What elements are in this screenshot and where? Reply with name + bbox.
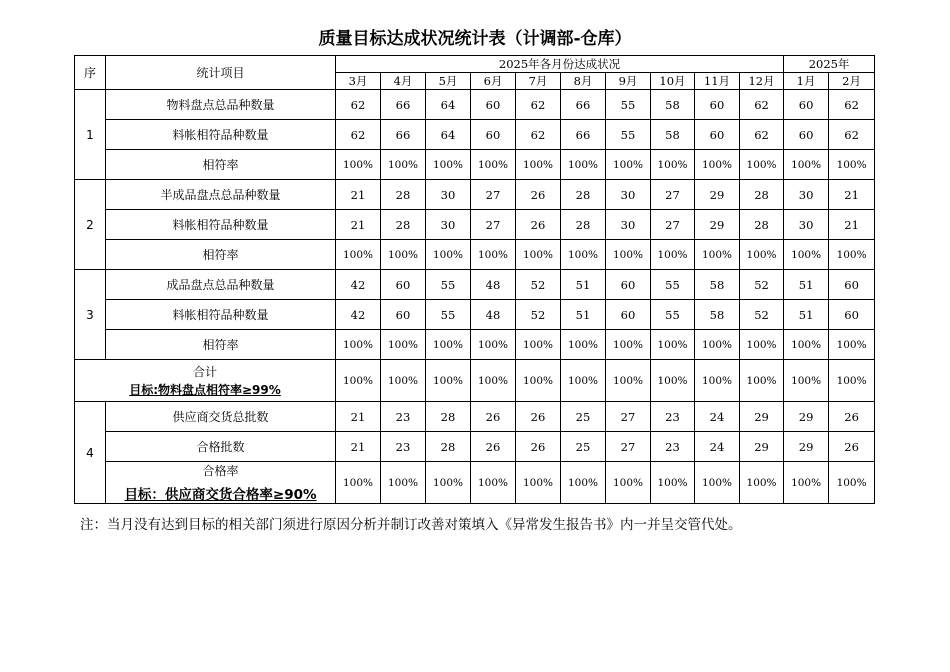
period-header: 2025年各月份达成状况 bbox=[336, 56, 784, 73]
value-cell: 100% bbox=[740, 360, 784, 402]
value-cell: 100% bbox=[471, 150, 516, 180]
value-cell: 100% bbox=[561, 330, 606, 360]
value-cell: 100% bbox=[651, 150, 695, 180]
page-title: 质量目标达成状况统计表（计调部-仓库） bbox=[318, 29, 632, 49]
value-cell: 29 bbox=[740, 402, 784, 432]
target-goal: 目标:物料盘点相符率≥99% bbox=[129, 382, 281, 397]
value-cell: 100% bbox=[651, 462, 695, 504]
item-label: 料帐相符品种数量 bbox=[106, 120, 336, 150]
value-cell: 42 bbox=[336, 270, 381, 300]
month-header: 12月 bbox=[740, 73, 784, 90]
value-cell: 60 bbox=[381, 270, 426, 300]
value-cell: 100% bbox=[381, 240, 426, 270]
value-cell: 52 bbox=[516, 300, 561, 330]
value-cell: 28 bbox=[381, 210, 426, 240]
value-cell: 100% bbox=[740, 462, 784, 504]
value-cell: 100% bbox=[516, 240, 561, 270]
value-cell: 100% bbox=[516, 360, 561, 402]
value-cell: 27 bbox=[606, 432, 651, 462]
value-cell: 100% bbox=[651, 330, 695, 360]
value-cell: 21 bbox=[336, 180, 381, 210]
value-cell: 100% bbox=[336, 330, 381, 360]
value-cell: 100% bbox=[426, 360, 471, 402]
value-cell: 27 bbox=[471, 210, 516, 240]
month-header: 7月 bbox=[516, 73, 561, 90]
value-cell: 100% bbox=[336, 150, 381, 180]
value-cell: 62 bbox=[829, 120, 875, 150]
value-cell: 28 bbox=[740, 180, 784, 210]
value-cell: 29 bbox=[784, 402, 829, 432]
table-row bbox=[75, 120, 875, 150]
item-header: 统计项目 bbox=[106, 56, 336, 90]
item-label: 供应商交货总批数 bbox=[106, 402, 336, 432]
value-cell: 100% bbox=[740, 330, 784, 360]
seq-cell: 2 bbox=[75, 180, 106, 270]
target-goal: 目标：供应商交货合格率≥90% bbox=[124, 487, 317, 503]
value-cell: 100% bbox=[516, 330, 561, 360]
quality-target-table bbox=[74, 55, 875, 504]
value-cell: 100% bbox=[651, 240, 695, 270]
value-cell: 100% bbox=[784, 462, 829, 504]
table-row bbox=[75, 462, 875, 504]
table-row bbox=[75, 240, 875, 270]
value-cell: 51 bbox=[561, 300, 606, 330]
value-cell: 25 bbox=[561, 402, 606, 432]
value-cell: 100% bbox=[695, 150, 740, 180]
value-cell: 100% bbox=[829, 240, 875, 270]
value-cell: 100% bbox=[784, 360, 829, 402]
value-cell: 60 bbox=[695, 120, 740, 150]
value-cell: 58 bbox=[695, 300, 740, 330]
table-row bbox=[75, 270, 875, 300]
value-cell: 62 bbox=[516, 90, 561, 120]
item-label: 半成品盘点总品种数量 bbox=[106, 180, 336, 210]
value-cell: 66 bbox=[561, 90, 606, 120]
table-row bbox=[75, 90, 875, 120]
value-cell: 21 bbox=[336, 432, 381, 462]
value-cell: 100% bbox=[381, 150, 426, 180]
value-cell: 62 bbox=[336, 90, 381, 120]
value-cell: 24 bbox=[695, 432, 740, 462]
value-cell: 60 bbox=[829, 270, 875, 300]
value-cell: 100% bbox=[381, 462, 426, 504]
value-cell: 58 bbox=[695, 270, 740, 300]
value-cell: 21 bbox=[336, 402, 381, 432]
value-cell: 100% bbox=[740, 240, 784, 270]
value-cell: 60 bbox=[471, 120, 516, 150]
value-cell: 51 bbox=[561, 270, 606, 300]
value-cell: 30 bbox=[426, 210, 471, 240]
month-header: 6月 bbox=[471, 73, 516, 90]
value-cell: 29 bbox=[695, 210, 740, 240]
month-header: 2月 bbox=[829, 73, 875, 90]
value-cell: 100% bbox=[471, 240, 516, 270]
value-cell: 58 bbox=[651, 120, 695, 150]
table-row bbox=[75, 402, 875, 432]
value-cell: 100% bbox=[606, 330, 651, 360]
value-cell: 28 bbox=[426, 432, 471, 462]
value-cell: 100% bbox=[606, 462, 651, 504]
value-cell: 100% bbox=[426, 462, 471, 504]
value-cell: 100% bbox=[695, 360, 740, 402]
value-cell: 100% bbox=[784, 330, 829, 360]
total-label: 合计 bbox=[192, 364, 217, 379]
value-cell: 26 bbox=[516, 402, 561, 432]
footnote: 注：当月没有达到目标的相关部门须进行原因分析并制订改善对策填入《异常发生报告书》内一并呈交管代处。 bbox=[80, 517, 742, 533]
value-cell: 55 bbox=[426, 300, 471, 330]
month-header: 1月 bbox=[784, 73, 829, 90]
item-label: 成品盘点总品种数量 bbox=[106, 270, 336, 300]
value-cell: 100% bbox=[829, 330, 875, 360]
value-cell: 29 bbox=[784, 432, 829, 462]
value-cell: 100% bbox=[471, 360, 516, 402]
value-cell: 66 bbox=[381, 90, 426, 120]
value-cell: 26 bbox=[516, 180, 561, 210]
value-cell: 60 bbox=[695, 90, 740, 120]
value-cell: 23 bbox=[651, 432, 695, 462]
value-cell: 100% bbox=[516, 462, 561, 504]
value-cell: 55 bbox=[651, 270, 695, 300]
value-cell: 21 bbox=[829, 180, 875, 210]
value-cell: 60 bbox=[471, 90, 516, 120]
value-cell: 66 bbox=[381, 120, 426, 150]
value-cell: 100% bbox=[381, 360, 426, 402]
table-row bbox=[75, 300, 875, 330]
month-header: 8月 bbox=[561, 73, 606, 90]
value-cell: 60 bbox=[784, 120, 829, 150]
value-cell: 26 bbox=[516, 210, 561, 240]
value-cell: 51 bbox=[784, 300, 829, 330]
value-cell: 66 bbox=[561, 120, 606, 150]
value-cell: 100% bbox=[695, 330, 740, 360]
value-cell: 26 bbox=[829, 432, 875, 462]
value-cell: 28 bbox=[561, 180, 606, 210]
value-cell: 27 bbox=[606, 402, 651, 432]
value-cell: 100% bbox=[695, 240, 740, 270]
value-cell: 48 bbox=[471, 300, 516, 330]
value-cell: 55 bbox=[426, 270, 471, 300]
value-cell: 48 bbox=[471, 270, 516, 300]
item-label: 合格批数 bbox=[106, 432, 336, 462]
value-cell: 28 bbox=[381, 180, 426, 210]
value-cell: 55 bbox=[606, 120, 651, 150]
seq-cell: 4 bbox=[75, 402, 106, 504]
value-cell: 30 bbox=[784, 210, 829, 240]
value-cell: 60 bbox=[829, 300, 875, 330]
value-cell: 55 bbox=[606, 90, 651, 120]
value-cell: 27 bbox=[651, 180, 695, 210]
item-label: 料帐相符品种数量 bbox=[106, 210, 336, 240]
value-cell: 100% bbox=[695, 462, 740, 504]
value-cell: 100% bbox=[784, 150, 829, 180]
table-row bbox=[75, 210, 875, 240]
value-cell: 64 bbox=[426, 120, 471, 150]
item-label: 物料盘点总品种数量 bbox=[106, 90, 336, 120]
value-cell: 100% bbox=[829, 150, 875, 180]
value-cell: 100% bbox=[606, 360, 651, 402]
value-cell: 60 bbox=[606, 270, 651, 300]
value-cell: 23 bbox=[381, 402, 426, 432]
value-cell: 100% bbox=[516, 150, 561, 180]
item-label: 相符率 bbox=[106, 240, 336, 270]
value-cell: 27 bbox=[651, 210, 695, 240]
item-label-text: 合格率 bbox=[202, 464, 239, 478]
value-cell: 100% bbox=[336, 462, 381, 504]
seq-cell: 3 bbox=[75, 270, 106, 360]
value-cell: 100% bbox=[336, 240, 381, 270]
value-cell: 28 bbox=[561, 210, 606, 240]
value-cell: 100% bbox=[784, 240, 829, 270]
seq-header: 序 bbox=[75, 56, 106, 90]
table-row bbox=[75, 330, 875, 360]
item-label: 料帐相符品种数量 bbox=[106, 300, 336, 330]
period-header-2025: 2025年 bbox=[784, 56, 875, 73]
value-cell: 30 bbox=[606, 180, 651, 210]
value-cell: 26 bbox=[471, 432, 516, 462]
value-cell: 62 bbox=[829, 90, 875, 120]
value-cell: 100% bbox=[426, 240, 471, 270]
item-label: 相符率 bbox=[106, 330, 336, 360]
value-cell: 60 bbox=[381, 300, 426, 330]
item-label: 相符率 bbox=[106, 150, 336, 180]
value-cell: 64 bbox=[426, 90, 471, 120]
value-cell: 60 bbox=[606, 300, 651, 330]
value-cell: 100% bbox=[561, 360, 606, 402]
value-cell: 29 bbox=[740, 432, 784, 462]
value-cell: 26 bbox=[471, 402, 516, 432]
value-cell: 21 bbox=[336, 210, 381, 240]
seq-cell: 1 bbox=[75, 90, 106, 180]
value-cell: 28 bbox=[426, 402, 471, 432]
table-row bbox=[75, 150, 875, 180]
value-cell: 60 bbox=[784, 90, 829, 120]
header-row-1 bbox=[75, 56, 875, 73]
value-cell: 51 bbox=[784, 270, 829, 300]
value-cell: 26 bbox=[516, 432, 561, 462]
value-cell: 100% bbox=[829, 462, 875, 504]
value-cell: 100% bbox=[471, 330, 516, 360]
value-cell: 62 bbox=[516, 120, 561, 150]
value-cell: 30 bbox=[426, 180, 471, 210]
value-cell: 100% bbox=[740, 150, 784, 180]
value-cell: 55 bbox=[651, 300, 695, 330]
value-cell: 27 bbox=[471, 180, 516, 210]
value-cell: 100% bbox=[336, 360, 381, 402]
value-cell: 24 bbox=[695, 402, 740, 432]
value-cell: 100% bbox=[561, 150, 606, 180]
value-cell: 100% bbox=[829, 360, 875, 402]
value-cell: 26 bbox=[829, 402, 875, 432]
value-cell: 100% bbox=[606, 150, 651, 180]
table-row bbox=[75, 432, 875, 462]
value-cell: 52 bbox=[516, 270, 561, 300]
value-cell: 52 bbox=[740, 300, 784, 330]
value-cell: 58 bbox=[651, 90, 695, 120]
value-cell: 62 bbox=[336, 120, 381, 150]
value-cell: 100% bbox=[561, 462, 606, 504]
value-cell: 100% bbox=[426, 330, 471, 360]
table-row bbox=[75, 180, 875, 210]
month-header: 9月 bbox=[606, 73, 651, 90]
value-cell: 100% bbox=[381, 330, 426, 360]
month-header: 4月 bbox=[381, 73, 426, 90]
value-cell: 100% bbox=[561, 240, 606, 270]
month-header: 3月 bbox=[336, 73, 381, 90]
value-cell: 100% bbox=[606, 240, 651, 270]
total-cell bbox=[75, 360, 336, 402]
value-cell: 28 bbox=[740, 210, 784, 240]
month-header: 10月 bbox=[651, 73, 695, 90]
value-cell: 23 bbox=[651, 402, 695, 432]
value-cell: 100% bbox=[651, 360, 695, 402]
value-cell: 100% bbox=[471, 462, 516, 504]
value-cell: 29 bbox=[695, 180, 740, 210]
value-cell: 23 bbox=[381, 432, 426, 462]
value-cell: 30 bbox=[606, 210, 651, 240]
item-label bbox=[106, 462, 336, 504]
value-cell: 25 bbox=[561, 432, 606, 462]
value-cell: 30 bbox=[784, 180, 829, 210]
value-cell: 21 bbox=[829, 210, 875, 240]
value-cell: 42 bbox=[336, 300, 381, 330]
value-cell: 62 bbox=[740, 120, 784, 150]
value-cell: 100% bbox=[426, 150, 471, 180]
value-cell: 62 bbox=[740, 90, 784, 120]
month-header: 11月 bbox=[695, 73, 740, 90]
total-row bbox=[75, 360, 875, 402]
value-cell: 52 bbox=[740, 270, 784, 300]
month-header: 5月 bbox=[426, 73, 471, 90]
